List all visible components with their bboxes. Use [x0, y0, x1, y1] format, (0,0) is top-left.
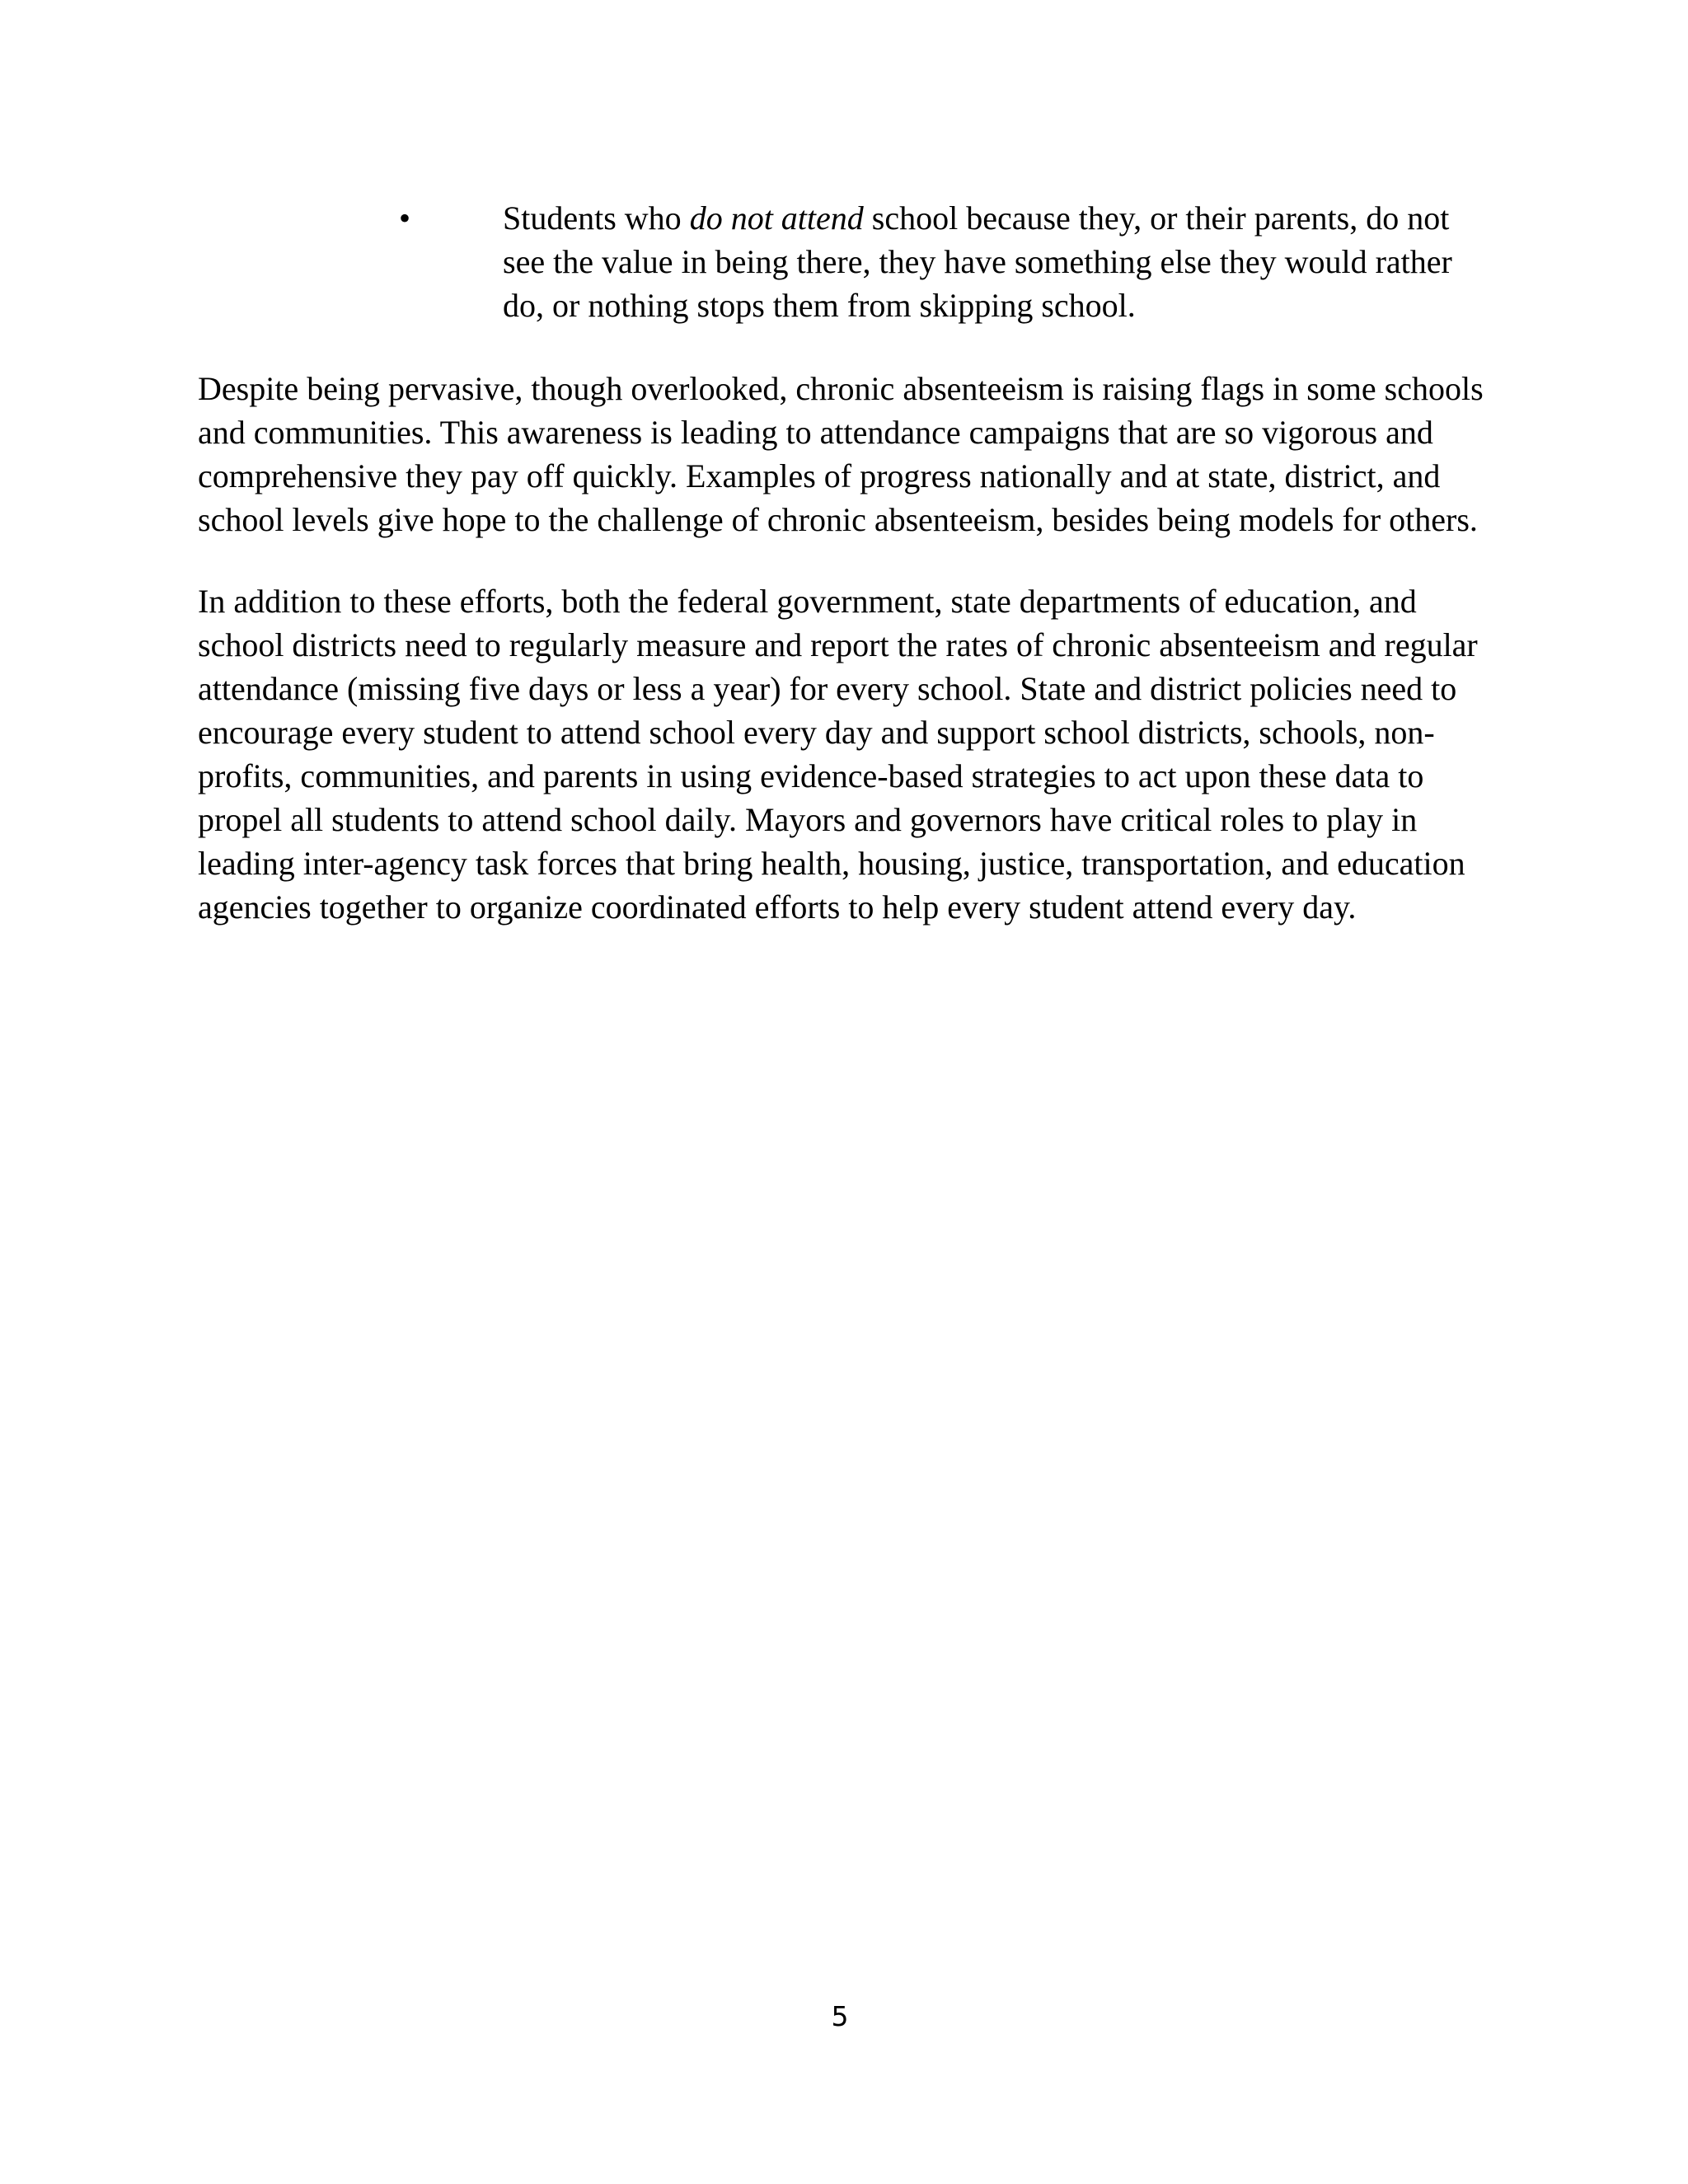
- bullet-text-end: school because they, or their parents, do not see the value in being there, they have something else they would rather do, or nothing stops them from skipping school.: [503, 199, 1452, 324]
- bullet-text: [503, 196, 1459, 327]
- body-paragraph-2: In addition to these efforts, both the federal government, state departments of education, and school districts need to regularly measure and report the rates of chronic absenteeism and regular attendance (missing five days or less a year) for every school. State and district policies need to encourage every student to attend school every day and support school districts, schools, non-profits, communities, and parents in using evidence-based strategies to act upon these data to propel all students to attend school daily. Mayors and governors have critical roles to play in leading inter-agency task forces that bring health, housing, justice, transportation, and education agencies together to organize coordinated efforts to help every student attend every day.: [198, 583, 1478, 926]
- bullet-text-start: Students who: [503, 199, 690, 237]
- body-paragraph-1: Despite being pervasive, though overlooked, chronic absenteeism is raising flags in some schools and communities. This awareness is leading to attendance campaigns that are so vigorous and comprehensive they pay off quickly. Examples of progress nationally and at state, district, and school levels give hope to the challenge of chronic absenteeism, besides being models for others.: [198, 370, 1484, 538]
- bullet-text-emphasis: do not attend: [689, 199, 864, 237]
- page-number: 5: [831, 2000, 849, 2032]
- bullet-marker: •: [399, 199, 411, 237]
